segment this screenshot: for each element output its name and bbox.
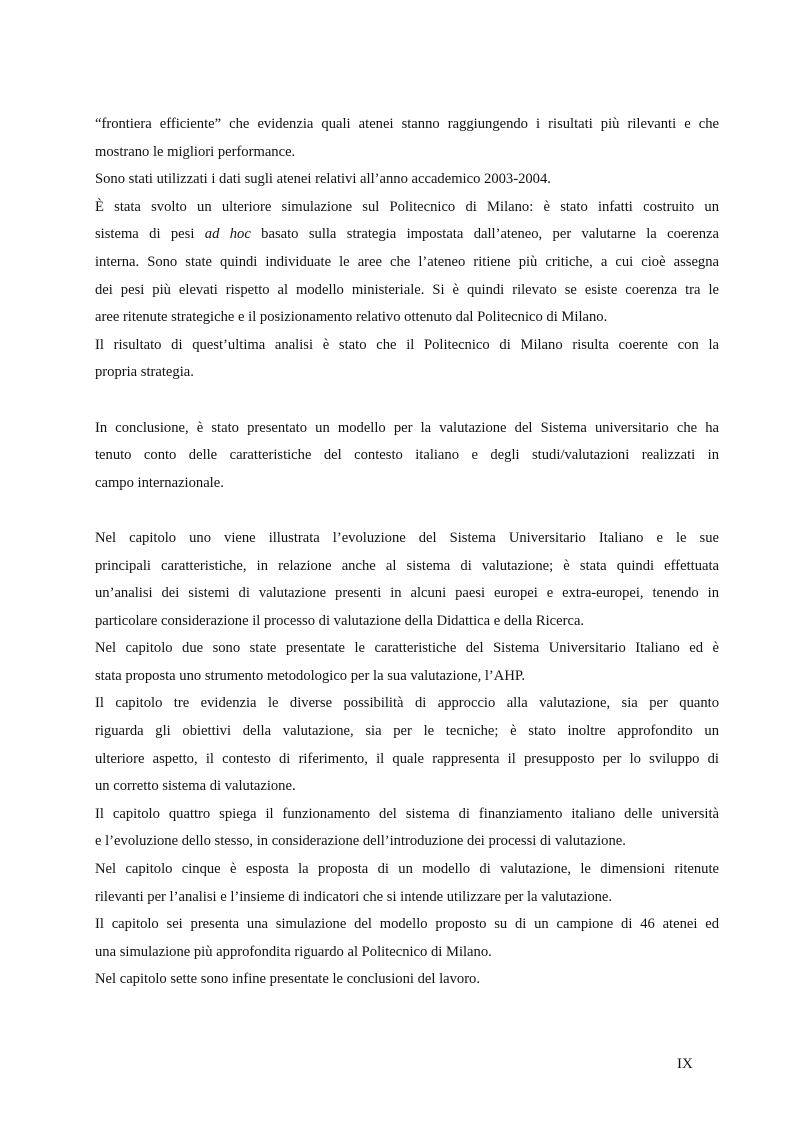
text-line: Nel capitolo uno viene illustrata l’evoluzione del Sistema Universitario Italiano e le sue xyxy=(95,529,719,546)
text-run: basato sulla strategia impostata dall’ateneo, per valutarne la coerenza xyxy=(250,226,719,243)
text-line xyxy=(95,221,719,249)
text-line: ulteriore aspetto, il contesto di riferimento, il quale rappresenta il presupposto per lo sviluppo di xyxy=(95,750,719,767)
paragraph xyxy=(95,332,719,387)
text-run: sistema di pesi xyxy=(95,226,205,243)
text-line: Il capitolo tre evidenzia le diverse possibilità di approccio alla valutazione, sia per quanto xyxy=(95,695,719,712)
text-line: È stata svolto un ulteriore simulazione sul Politecnico di Milano: è stato infatti costruito un xyxy=(95,198,719,215)
paragraph xyxy=(95,801,719,856)
text-line: tenuto conto delle caratteristiche del contesto italiano e degli studi/valutazioni realizzati in xyxy=(95,447,719,464)
text-line: “frontiera efficiente” che evidenzia quali atenei stanno raggiungendo i risultati più rilevanti e che xyxy=(95,116,719,132)
emphasis-ad-hoc: ad hoc xyxy=(204,226,251,243)
paragraph xyxy=(95,966,719,994)
text-line: Sono stati utilizzati i dati sugli atenei relativi all’anno accademico 2003-2004. xyxy=(95,171,551,188)
paragraph xyxy=(95,525,719,635)
text-line: aree ritenute strategiche e il posizionamento relativo ottenuto dal Politecnico di Milano. xyxy=(95,309,608,326)
page-number: IX xyxy=(677,1056,693,1072)
text-line: Nel capitolo due sono state presentate le caratteristiche del Sistema Universitario Italiano ed è xyxy=(95,640,719,657)
text-line: Il capitolo quattro spiega il funzionamento del sistema di finanziamento italiano delle università xyxy=(95,805,719,822)
text-line: stata proposta uno strumento metodologico per la sua valutazione, l’AHP. xyxy=(95,667,526,684)
text-line: rilevanti per l’analisi e l’insieme di indicatori che si intende utilizzare per la valutazione. xyxy=(95,888,613,905)
paragraph xyxy=(95,166,719,194)
text-line: principali caratteristiche, in relazione anche al sistema di valutazione; è stata quindi effettuata xyxy=(95,557,719,574)
text-line: campo internazionale. xyxy=(95,474,224,491)
text-line: Il risultato di quest’ultima analisi è stato che il Politecnico di Milano risulta coerente con la xyxy=(95,336,719,353)
text-line: Nel capitolo cinque è esposta la proposta di un modello di valutazione, le dimensioni ritenute xyxy=(95,861,719,878)
text-line: particolare considerazione il processo di valutazione della Didattica e della Ricerca. xyxy=(95,612,585,629)
paragraph xyxy=(95,415,719,498)
paragraph xyxy=(95,635,719,690)
text-line: In conclusione, è stato presentato un modello per la valutazione del Sistema universitario che ha xyxy=(95,419,719,436)
document-body xyxy=(95,111,719,994)
paragraph xyxy=(95,111,719,166)
text-line: e l’evoluzione dello stesso, in considerazione dell’introduzione dei processi di valutazione. xyxy=(95,833,626,850)
text-line: propria strategia. xyxy=(95,364,194,381)
text-line: riguarda gli obiettivi della valutazione, sia per le tecniche; è stato inoltre approfondito un xyxy=(95,723,719,740)
text-line: un corretto sistema di valutazione. xyxy=(95,778,296,795)
paragraph xyxy=(95,911,719,966)
paragraph xyxy=(95,690,719,800)
text-line: interna. Sono state quindi individuate le aree che l’ateneo ritiene più critiche, a cui cioè assegna xyxy=(95,253,719,270)
paragraph xyxy=(95,194,719,332)
text-line: Nel capitolo sette sono infine presentate le conclusioni del lavoro. xyxy=(95,971,480,988)
text-line: mostrano le migliori performance. xyxy=(95,143,296,160)
text-line: un’analisi dei sistemi di valutazione presenti in alcuni paesi europei e extra-europei, tenendo in xyxy=(95,585,719,602)
text-line: dei pesi più elevati rispetto al modello ministeriale. Si è quindi rilevato se esiste coerenza tra le xyxy=(95,281,719,298)
text-line: Il capitolo sei presenta una simulazione del modello proposto su di un campione di 46 atenei ed xyxy=(95,916,719,933)
text-line: una simulazione più approfondita riguardo al Politecnico di Milano. xyxy=(95,943,492,960)
paragraph xyxy=(95,856,719,911)
